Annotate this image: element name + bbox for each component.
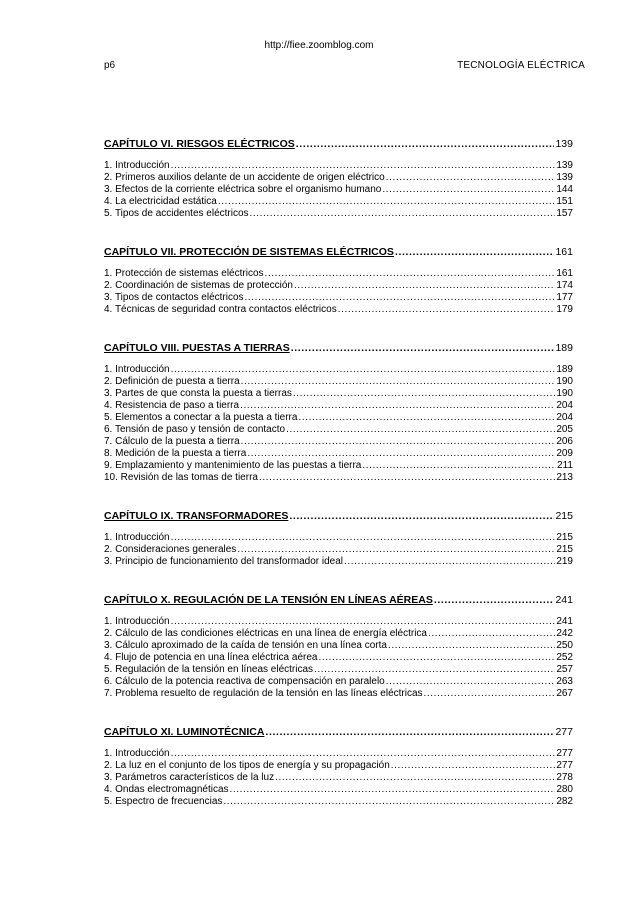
dot-leader	[171, 616, 556, 628]
toc-entry	[104, 172, 573, 184]
dot-leader	[218, 196, 555, 208]
toc-entry	[104, 628, 573, 640]
toc-entry-page: 282	[556, 796, 573, 807]
toc-entry	[104, 652, 573, 664]
toc-entry	[104, 532, 573, 544]
toc-entry-page: 204	[556, 400, 573, 411]
toc-entry	[104, 688, 573, 700]
toc-entry-page: 189	[556, 364, 573, 375]
dot-leader	[362, 460, 556, 472]
toc-entry-page: 277	[556, 748, 573, 759]
toc-chapter	[104, 342, 573, 484]
toc-entry-title: 1. Introducción	[104, 160, 170, 171]
chapter-heading	[104, 342, 573, 354]
toc-entry-page: 277	[556, 760, 573, 771]
toc-entry-title: 1. Introducción	[104, 364, 170, 375]
dot-leader	[223, 796, 555, 808]
toc-entry	[104, 364, 573, 376]
toc-entry-page: 206	[556, 436, 573, 447]
toc-entry-page: 179	[556, 304, 573, 315]
toc-entry	[104, 760, 573, 772]
toc-entry-title: 8. Medición de la puesta a tierra	[104, 448, 247, 459]
dot-leader	[388, 640, 555, 652]
chapter-heading	[104, 510, 573, 522]
toc-entry-title: 3. Partes de que consta la puesta a tierras	[104, 388, 292, 399]
toc-chapter	[104, 510, 573, 568]
toc-entry-title: 5. Elementos a conectar a la puesta a tierra	[104, 412, 298, 423]
toc-entry-title: 7. Cálculo de la puesta a tierra	[104, 436, 240, 447]
toc-entry-title: 9. Emplazamiento y mantenimiento de las puestas a tierra	[104, 460, 362, 471]
dot-leader	[241, 376, 556, 388]
dot-leader	[171, 748, 556, 760]
toc-entry-title: 2. Definición de puesta a tierra	[104, 376, 240, 387]
toc-entry-title: 5. Tipos de accidentes eléctricos	[104, 208, 249, 219]
toc-entry-title: 3. Efectos de la corriente eléctrica sobre el organismo humano	[104, 184, 382, 195]
toc-entry-page: 213	[556, 472, 573, 483]
chapter-heading	[104, 138, 573, 150]
toc-entry-page: 174	[556, 280, 573, 291]
toc-entry	[104, 412, 573, 424]
dot-leader	[265, 268, 556, 280]
dot-leader	[424, 688, 556, 700]
toc-entry-title: 2. Cálculo de las condiciones eléctricas en una línea de energía eléctrica	[104, 628, 427, 639]
dot-leader	[395, 246, 555, 258]
toc-entry-title: 3. Principio de funcionamiento del transformador ideal	[104, 556, 344, 567]
toc-entry-page: 139	[556, 160, 573, 171]
toc-entry-title: 5. Espectro de frecuencias	[104, 796, 223, 807]
toc-entry-page: 250	[556, 640, 573, 651]
toc-entry	[104, 268, 573, 280]
toc-entry-title: 3. Parámetros característicos de la luz	[104, 772, 275, 783]
toc-entry-page: 151	[556, 196, 573, 207]
toc-entry-title: 2. La luz en el conjunto de los tipos de energía y su propagación	[104, 760, 390, 771]
chapter-heading-page: 241	[555, 594, 573, 606]
dot-leader	[386, 676, 556, 688]
chapter-heading-title: CAPÍTULO VII. PROTECCIÓN DE SISTEMAS ELÉCTRICOS	[104, 246, 394, 258]
toc-entry-title: 4. Técnicas de seguridad contra contactos eléctricos	[104, 304, 337, 315]
toc-entry-page: 209	[556, 448, 573, 459]
toc-entry-page: 278	[556, 772, 573, 783]
toc-entry-page: 257	[556, 664, 573, 675]
toc-entry	[104, 664, 573, 676]
dot-leader	[250, 208, 556, 220]
dot-leader	[291, 342, 555, 354]
toc-entry-page: 204	[556, 412, 573, 423]
toc-entry	[104, 196, 573, 208]
toc-entry-page: 139	[556, 172, 573, 183]
chapter-heading	[104, 246, 573, 258]
toc-entry	[104, 616, 573, 628]
chapter-heading	[104, 594, 573, 606]
toc-entry-page: 177	[556, 292, 573, 303]
toc-entry-title: 2. Coordinación de sistemas de protección	[104, 280, 293, 291]
toc-entry-title: 1. Introducción	[104, 616, 170, 627]
dot-leader	[434, 594, 555, 606]
dot-leader	[230, 784, 556, 796]
toc-entry	[104, 436, 573, 448]
toc-entry	[104, 160, 573, 172]
toc-entry	[104, 472, 573, 484]
chapter-heading-title: CAPÍTULO X. REGULACIÓN DE LA TENSIÓN EN LÍNEAS AÉREAS	[104, 594, 433, 606]
toc-entry-page: 219	[556, 556, 573, 567]
dot-leader	[275, 772, 555, 784]
dot-leader	[265, 726, 554, 738]
chapter-heading-page: 215	[555, 510, 573, 522]
running-title: TECNOLOGÍA ELÉCTRICA	[457, 60, 585, 71]
toc-entry-title: 1. Introducción	[104, 748, 170, 759]
chapter-heading-title: CAPÍTULO VIII. PUESTAS A TIERRAS	[104, 342, 290, 354]
chapter-heading-page: 189	[555, 342, 573, 354]
chapter-heading	[104, 726, 573, 738]
dot-leader	[171, 364, 556, 376]
toc-entry	[104, 424, 573, 436]
chapter-heading-page: 161	[555, 246, 573, 258]
toc-entry-title: 7. Problema resuelto de regulación de la tensión en las líneas eléctricas	[104, 688, 423, 699]
toc-entry-title: 4. La electricidad estática	[104, 196, 217, 207]
dot-leader	[247, 448, 555, 460]
chapter-heading-title: CAPÍTULO VI. RIESGOS ELÉCTRICOS	[104, 138, 295, 150]
toc-entry-title: 3. Cálculo aproximado de la caída de tensión en una línea corta	[104, 640, 387, 651]
toc-entry-page: 280	[556, 784, 573, 795]
toc-entry-page: 241	[556, 616, 573, 627]
toc-entry	[104, 556, 573, 568]
dot-leader	[286, 424, 555, 436]
toc-entry	[104, 448, 573, 460]
chapter-heading-title: CAPÍTULO IX. TRANSFORMADORES	[104, 510, 289, 522]
toc-entry	[104, 772, 573, 784]
toc-chapter	[104, 246, 573, 316]
toc-entry-page: 190	[556, 388, 573, 399]
toc-entry	[104, 292, 573, 304]
toc-entry	[104, 400, 573, 412]
dot-leader	[296, 138, 555, 150]
dot-leader	[237, 544, 555, 556]
dot-leader	[294, 280, 555, 292]
toc-entry	[104, 748, 573, 760]
toc-entry-title: 6. Tensión de paso y tensión de contacto	[104, 424, 286, 435]
toc-entry	[104, 676, 573, 688]
toc-entry-page: 144	[556, 184, 573, 195]
table-of-contents	[104, 138, 573, 834]
toc-entry-title: 2. Primeros auxilios delante de un accidente de origen eléctrico	[104, 172, 385, 183]
dot-leader	[391, 760, 556, 772]
toc-entry-title: 3. Tipos de contactos eléctricos	[104, 292, 244, 303]
toc-entry-page: 190	[556, 376, 573, 387]
toc-entry-title: 5. Regulación de la tensión en líneas eléctricas	[104, 664, 314, 675]
dot-leader	[298, 412, 555, 424]
toc-entry-page: 205	[556, 424, 573, 435]
toc-entry	[104, 304, 573, 316]
toc-entry-page: 252	[556, 652, 573, 663]
chapter-heading-title: CAPÍTULO XI. LUMINOTÉCNICA	[104, 726, 265, 738]
toc-entry	[104, 460, 573, 472]
toc-entry	[104, 784, 573, 796]
toc-chapter	[104, 138, 573, 220]
page-number: p6	[104, 60, 116, 71]
toc-entry	[104, 640, 573, 652]
toc-entry-page: 215	[556, 544, 573, 555]
toc-entry-title: 4. Resistencia de paso a tierra	[104, 400, 240, 411]
toc-entry-title: 2. Consideraciones generales	[104, 544, 237, 555]
toc-entry-page: 161	[556, 268, 573, 279]
toc-chapter	[104, 594, 573, 700]
dot-leader	[259, 472, 555, 484]
toc-entry-title: 6. Cálculo de la potencia reactiva de compensación en paralelo	[104, 676, 385, 687]
toc-entry-page: 242	[556, 628, 573, 639]
toc-entry-page: 267	[556, 688, 573, 699]
dot-leader	[314, 664, 555, 676]
dot-leader	[171, 532, 556, 544]
chapter-heading-page: 139	[555, 138, 573, 150]
toc-entry-page: 215	[556, 532, 573, 543]
toc-entry-page: 157	[556, 208, 573, 219]
source-url: http://fiee.zoomblog.com	[264, 40, 374, 51]
dot-leader	[293, 388, 555, 400]
dot-leader	[386, 172, 556, 184]
toc-entry-title: 1. Protección de sistemas eléctricos	[104, 268, 264, 279]
toc-entry-title: 1. Introducción	[104, 532, 170, 543]
toc-entry	[104, 376, 573, 388]
dot-leader	[382, 184, 555, 196]
dot-leader	[245, 292, 556, 304]
dot-leader	[344, 556, 555, 568]
dot-leader	[318, 652, 555, 664]
toc-entry	[104, 280, 573, 292]
toc-entry	[104, 544, 573, 556]
toc-entry-title: 4. Flujo de potencia en una línea eléctrica aérea	[104, 652, 318, 663]
toc-entry-title: 10. Revisión de las tomas de tierra	[104, 472, 258, 483]
toc-entry-page: 211	[557, 460, 573, 471]
toc-entry-title: 4. Ondas electromagnéticas	[104, 784, 229, 795]
toc-entry-page: 263	[556, 676, 573, 687]
chapter-heading-page: 277	[555, 726, 573, 738]
dot-leader	[240, 400, 555, 412]
dot-leader	[289, 510, 554, 522]
dot-leader	[428, 628, 555, 640]
toc-entry	[104, 796, 573, 808]
dot-leader	[338, 304, 556, 316]
toc-entry	[104, 184, 573, 196]
dot-leader	[241, 436, 556, 448]
toc-entry	[104, 208, 573, 220]
dot-leader	[171, 160, 556, 172]
toc-chapter	[104, 726, 573, 808]
toc-entry	[104, 388, 573, 400]
